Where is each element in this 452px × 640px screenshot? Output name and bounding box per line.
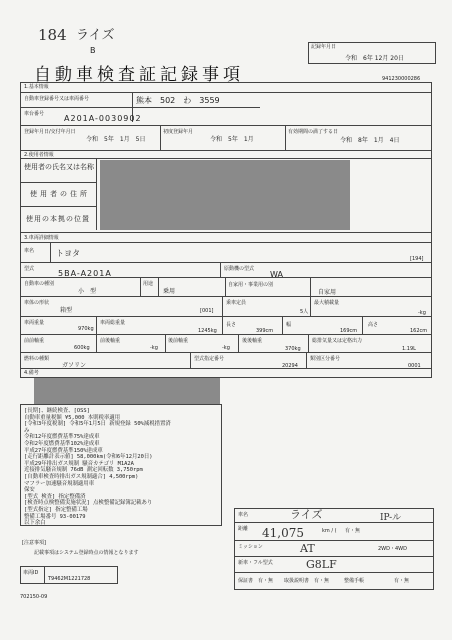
rr-value: 370kg	[285, 346, 301, 352]
maxload-label: 最大積載量	[314, 300, 340, 306]
kind-label: 自動車の種別	[24, 281, 55, 287]
width-label: 幅	[286, 322, 292, 328]
gross-value: 1245kg	[198, 328, 217, 334]
ff-label: 前前軸重	[24, 338, 45, 344]
section-basic-heading: 1.基本情報	[24, 84, 49, 90]
record-date-label: 記録年月日	[311, 44, 337, 50]
record-date-value: 令和 6年 12月 20日	[345, 55, 404, 62]
width-value: 169cm	[340, 328, 358, 334]
card-manual-label: 取扱説明書	[284, 578, 310, 584]
kind-value: 小 型	[78, 288, 97, 295]
first-value: 令和 5年 1月	[210, 136, 254, 143]
expire-label: 有効期間の満了する日	[288, 129, 339, 135]
typeno-label: 型式指定番号	[194, 356, 225, 362]
card-color-label: 新車・フル型式	[238, 560, 273, 566]
first-reg-label: 登録年月日/交付年月日	[24, 129, 76, 135]
redacted-user-info	[100, 160, 350, 230]
model-value: 5BA-A201A	[58, 269, 112, 278]
use-label: 用途	[143, 281, 154, 287]
shape-label: 車体の形状	[24, 300, 50, 306]
length-value: 399cm	[256, 328, 274, 334]
doc-letter: B	[90, 46, 96, 55]
expire-value: 令和 8年 1月 4日	[340, 137, 400, 144]
length-label: 長さ	[226, 322, 237, 328]
section-user-heading: 2.使用者情報	[24, 152, 54, 158]
shape-code: [001]	[200, 308, 214, 314]
model-label: 型式	[24, 266, 35, 272]
handwritten-car-name: ライズ	[76, 28, 115, 43]
card-manual-value: 有・無	[314, 578, 330, 584]
base-location-label: 使用の本拠の位置	[26, 215, 90, 223]
use-value: 乗用	[163, 288, 176, 295]
card-mission-value: AT	[300, 542, 315, 555]
card-drive-value: 2WD・4WD	[378, 546, 407, 552]
classno-value: 0001	[408, 363, 421, 369]
fuel-value: ガソリン	[62, 362, 87, 369]
card-book-label: 整備手帳	[344, 578, 365, 584]
page-title: 自動車検査証記録事項	[34, 65, 244, 85]
card-mileage-unit: km / (	[322, 528, 337, 534]
handwritten-number: 184	[38, 26, 67, 44]
redacted-notes	[34, 378, 220, 404]
reg-label: 自動車登録番号又は車両番号	[24, 96, 90, 102]
vehicle-id-value: T9462M1221728	[48, 576, 91, 582]
card-mileage-value: 41,075	[262, 526, 304, 540]
chassis-value: A201A-0030902	[64, 114, 142, 123]
form-number: 702150-09	[20, 594, 48, 600]
card-name-value: ライズ	[290, 508, 323, 521]
height-value: 162cm	[410, 328, 428, 334]
maker-code: [194]	[410, 256, 424, 262]
capacity-label: 乗車定員	[226, 300, 247, 306]
card-grade-value: IP-ル	[380, 513, 402, 523]
maxload-value: -kg	[418, 310, 426, 316]
doc-number: 941230000286	[382, 76, 421, 82]
notes-memo: [長期]、継続検査、[OSS] 自動車重量税額 ¥5,000 本則税率適用 [令和3年度税制] 令和5年1月5日 新規登録 50%減税措置済 み 令和12年度燃費基準75%達成車 令和2年度燃費基準102%達成車 平成27年度燃費基準150%達成車 [走行距離計表示値] 58,000km(令和6年12月20日) 平成29年排出ガス規制 騒音カテゴリ M1A2A 近接排気騒音規制 76dB 測定回転数 3,750rpm [自動車検査時排出ガス規制適合] 4,500rpm) マフラー加速騒音規制適用車 保安 [型式 検査] 指定整備済 [検査時点検整備実施状況] 点検整備記録簿記載あり [型式指定] 指定整備工場 整備工場番号 93-00179 以下余白	[24, 408, 171, 527]
classno-label: 類別区分番号	[310, 356, 341, 362]
typeno-value: 20294	[282, 363, 298, 369]
card-warranty-value: 有・無	[258, 578, 274, 584]
first-label: 初度登録年月	[163, 129, 194, 135]
rf-label: 後前軸重	[168, 338, 189, 344]
maker-label: 車名	[24, 248, 35, 254]
weight-value: 970kg	[78, 326, 94, 332]
rf-value: -kg	[222, 345, 230, 351]
fuel-label: 燃料の種類	[24, 356, 50, 362]
business-label: 自家用・事業用の別	[228, 282, 274, 288]
engine-label: 原動機の型式	[224, 266, 255, 272]
maker-value: トヨタ	[56, 249, 80, 258]
card-mission-label: ミッション	[238, 544, 263, 550]
notice-heading: [注意事項]	[22, 540, 46, 546]
section-notes-heading: 4.備考	[24, 370, 39, 376]
gross-label: 車両総重量	[100, 320, 126, 326]
notice-text: 記載事項はシステム登録時点の情報となります	[34, 550, 139, 556]
card-mileage-unit2: 有・無	[345, 528, 361, 534]
rr-label: 後後軸重	[242, 338, 263, 344]
fr-label: 前後軸重	[100, 338, 121, 344]
shape-value: 箱型	[60, 307, 73, 314]
card-name-label: 車名	[238, 512, 249, 518]
user-name-label: 使用者の氏名又は名称	[24, 163, 94, 171]
first-reg-value: 令和 5年 1月 5日	[86, 136, 146, 143]
height-label: 高さ	[368, 322, 379, 328]
disp-value: 1.19L	[402, 346, 416, 352]
reg-value: 熊本 502 わ 3559	[136, 96, 220, 105]
card-warranty-label: 保証書	[238, 578, 254, 584]
capacity-value: 5人	[300, 309, 309, 315]
chassis-label: 車台番号	[24, 111, 45, 117]
section-vehicle-heading: 3.車両詳細情報	[24, 235, 59, 241]
business-value: 自家用	[318, 289, 337, 296]
user-address-label: 使用者の住所	[30, 190, 90, 198]
card-mileage-label: 距離	[238, 526, 249, 532]
engine-value: WA	[270, 270, 283, 279]
fr-value: -kg	[150, 345, 158, 351]
vehicle-id-label: 車両ID	[23, 570, 39, 576]
card-book-value: 有・無	[394, 578, 410, 584]
ff-value: 600kg	[74, 345, 90, 351]
card-color-value: G8LF	[306, 558, 337, 571]
disp-label: 総排気量又は定格出力	[312, 338, 363, 344]
weight-label: 車両重量	[24, 320, 45, 326]
